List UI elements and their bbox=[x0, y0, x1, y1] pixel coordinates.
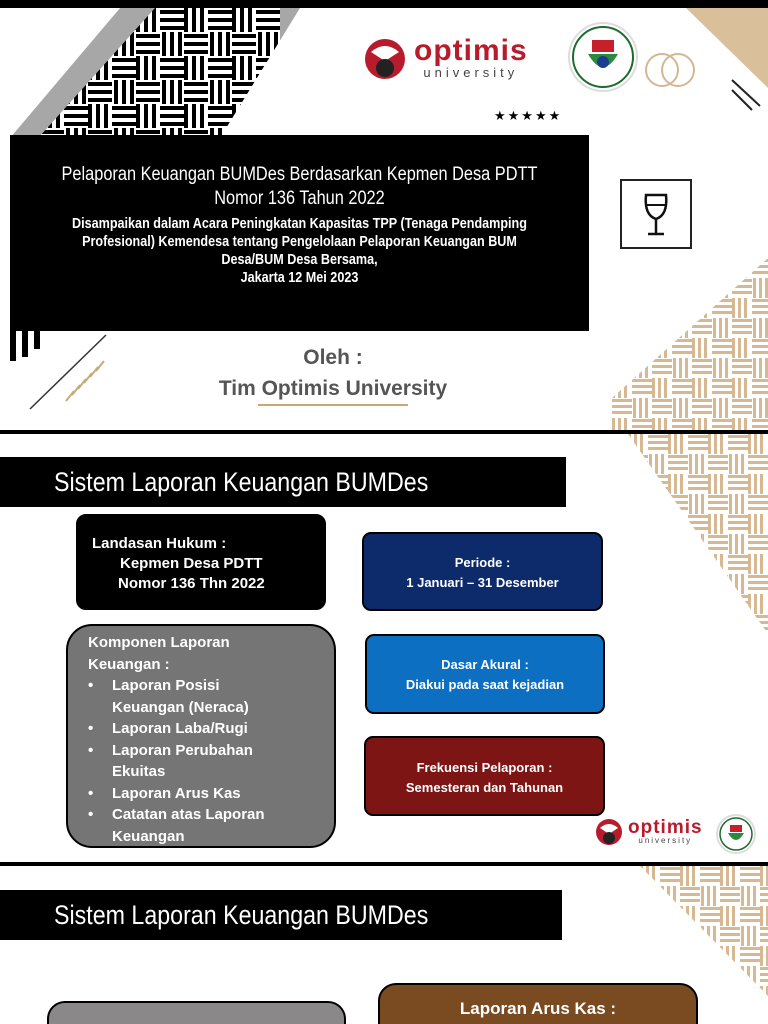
list-item: • Laporan Perubahan Ekuitas bbox=[88, 740, 324, 783]
slide-heading bbox=[0, 890, 562, 940]
ministry-seal-icon bbox=[570, 24, 636, 90]
periode-title: Periode : bbox=[454, 555, 511, 570]
subtitle-line-1: Disampaikan dalam Acara Peningkatan Kapasitas TPP (Tenaga Pendamping bbox=[72, 215, 527, 232]
content-slide-2 bbox=[0, 866, 768, 1024]
subtitle-line-2: Profesional) Kemendesa tentang Pengelolaan Pelaporan Keuangan BUM bbox=[82, 233, 517, 250]
komponen-title-2: Keuangan : bbox=[88, 655, 170, 673]
author-underline bbox=[258, 404, 408, 406]
laporan-arus-kas-box bbox=[378, 983, 698, 1024]
komponen-title-1: Komponen Laporan bbox=[88, 634, 230, 651]
slide-heading-text: Sistem Laporan Keuangan BUMDes bbox=[54, 467, 429, 497]
subtitle-line-4: Jakarta 12 Mei 2023 bbox=[240, 269, 359, 286]
title-line-2: Nomor 136 Tahun 2022 bbox=[214, 188, 385, 209]
optimis-logo-icon bbox=[594, 816, 624, 846]
periode-box bbox=[362, 532, 603, 611]
author-name: Tim Optimis University bbox=[218, 377, 448, 400]
rating-stars: ★★★★★ bbox=[494, 108, 563, 123]
komponen-list bbox=[88, 675, 324, 847]
frekuensi-title: Frekuensi Pelaporan : bbox=[416, 760, 553, 775]
ministry-seal-icon bbox=[718, 816, 754, 852]
landasan-title: Landasan Hukum : bbox=[92, 535, 227, 552]
slide-heading-text: Sistem Laporan Keuangan BUMDes bbox=[54, 900, 429, 930]
list-item: • Laporan Posisi Keuangan (Neraca) bbox=[88, 675, 324, 718]
frekuensi-value: Semesteran dan Tahunan bbox=[405, 780, 564, 795]
periode-value: 1 Januari – 31 Desember bbox=[406, 575, 559, 590]
decor-tan-weave-3 bbox=[640, 866, 768, 996]
list-item: • Laporan Arus Kas bbox=[88, 783, 324, 805]
gray-box bbox=[47, 1001, 346, 1024]
komponen-box bbox=[66, 624, 336, 848]
logo-word: optimis bbox=[628, 816, 703, 838]
subtitle bbox=[56, 215, 542, 287]
title-line-1: Pelaporan Keuangan BUMDes Berdasarkan Kepmen Desa PDTT bbox=[61, 164, 538, 185]
optimis-logo-icon bbox=[362, 34, 408, 80]
akural-value: Diakui pada saat kejadian bbox=[405, 677, 565, 692]
ministry-seal-small bbox=[716, 814, 756, 854]
slide-heading bbox=[0, 457, 566, 507]
logo-tagline: university bbox=[423, 64, 519, 80]
optimis-logo-small bbox=[594, 816, 703, 846]
title-box bbox=[10, 135, 589, 331]
author-label: Oleh : bbox=[303, 346, 363, 369]
dasar-akural-box bbox=[365, 634, 605, 714]
decor-slash-lines bbox=[730, 78, 764, 112]
title-slide bbox=[0, 8, 768, 430]
landasan-hukum-box bbox=[76, 514, 326, 610]
logo-tagline: university bbox=[638, 835, 693, 845]
decor-white-wedge bbox=[200, 8, 340, 138]
laporan-arus-kas-title: Laporan Arus Kas : bbox=[459, 999, 617, 1018]
decor-circles bbox=[644, 44, 700, 96]
optimis-logo bbox=[362, 34, 528, 80]
subtitle-line-3: Desa/BUM Desa Bersama, bbox=[221, 251, 378, 268]
decor-tan-weave bbox=[612, 258, 768, 430]
logo-word: optimis bbox=[414, 33, 528, 67]
author-block bbox=[200, 342, 466, 404]
decor-bottom-left bbox=[10, 331, 110, 411]
list-item: • Catatan atas Laporan Keuangan bbox=[88, 804, 324, 847]
akural-title: Dasar Akural : bbox=[441, 657, 529, 672]
landasan-line-2: Kepmen Desa PDTT bbox=[120, 555, 263, 572]
frekuensi-box bbox=[364, 736, 605, 816]
landasan-line-3: Nomor 136 Thn 2022 bbox=[118, 575, 265, 592]
content-slide-1 bbox=[0, 434, 768, 862]
glass-box bbox=[620, 179, 692, 249]
wine-glass-icon bbox=[622, 181, 690, 247]
ministry-seal bbox=[568, 22, 638, 92]
decor-tan-weave-2 bbox=[628, 434, 768, 634]
list-item: • Laporan Laba/Rugi bbox=[88, 718, 324, 740]
